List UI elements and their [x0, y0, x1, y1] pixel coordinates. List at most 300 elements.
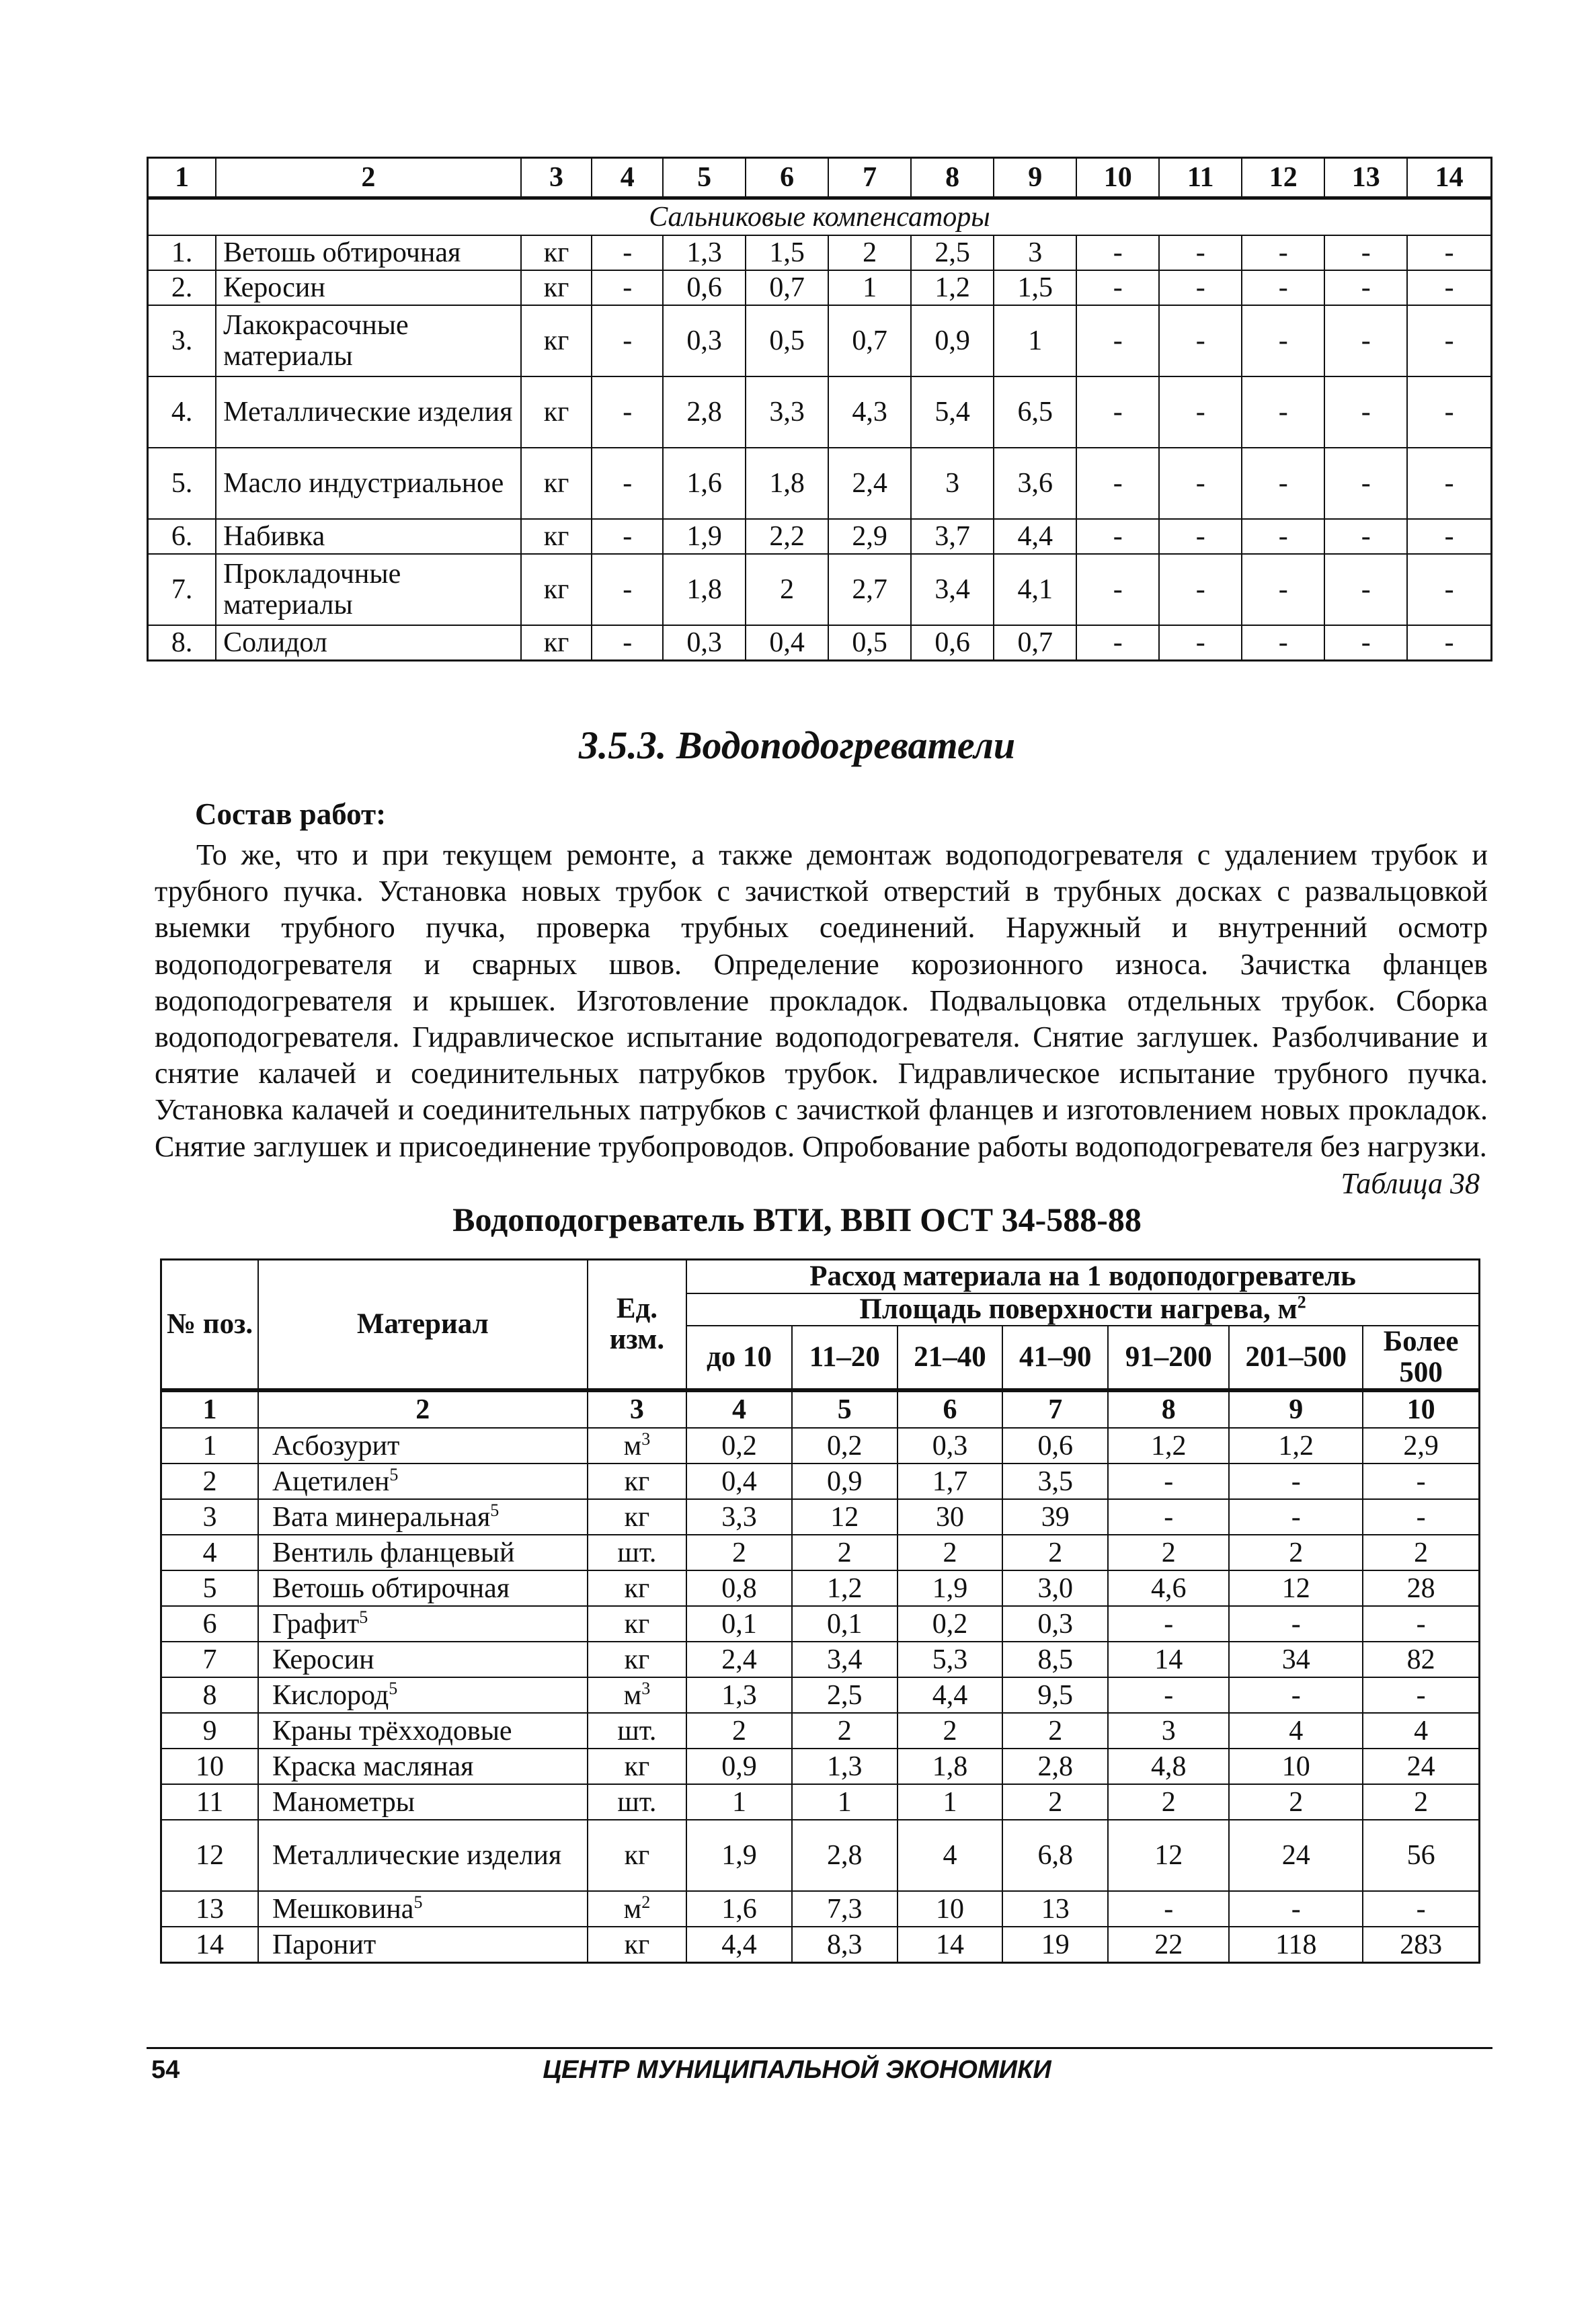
unit: шт. — [588, 1713, 687, 1749]
header-cell: 1 — [148, 158, 216, 198]
table-cell: 3 — [994, 235, 1076, 270]
table-cell: 2,4 — [828, 448, 911, 519]
table-cell: 3,7 — [911, 519, 994, 554]
table-cell: 1,2 — [911, 270, 994, 305]
table-row — [148, 554, 1492, 625]
value-cell: 10 — [1229, 1749, 1363, 1784]
table-row — [148, 448, 1492, 519]
column-number: 3 — [588, 1390, 687, 1428]
row-number: 6 — [161, 1606, 258, 1642]
material-name: Солидол — [216, 625, 520, 661]
header-area: Площадь поверхности нагрева, $м^2$ — [686, 1293, 1479, 1326]
value-cell: 10 — [898, 1891, 1003, 1927]
header-cell: 12 — [1242, 158, 1324, 198]
value-cell: 2 — [898, 1713, 1003, 1749]
table-cell: 3 — [911, 448, 994, 519]
value-cell: 2 — [1229, 1784, 1363, 1820]
table-cell: 3,3 — [746, 376, 828, 448]
column-number: 7 — [1002, 1390, 1108, 1428]
value-cell: - — [1363, 1464, 1479, 1499]
table-row — [148, 270, 1492, 305]
value-cell: 9,5 — [1002, 1677, 1108, 1713]
value-cell: 6,8 — [1002, 1820, 1108, 1891]
table-cell: - — [1242, 270, 1324, 305]
table-header-row — [148, 158, 1492, 198]
table-cell: 4,3 — [828, 376, 911, 448]
value-cell: 12 — [1108, 1820, 1229, 1891]
row-number: 9 — [161, 1713, 258, 1749]
value-cell: 2,8 — [1002, 1749, 1108, 1784]
value-cell: 28 — [1363, 1570, 1479, 1606]
value-cell: - — [1363, 1606, 1479, 1642]
table-number: Таблица 38 — [1341, 1167, 1480, 1200]
column-number: 1 — [161, 1390, 258, 1428]
table-cell: - — [1076, 235, 1159, 270]
column-number: 4 — [686, 1390, 792, 1428]
value-cell: 19 — [1002, 1927, 1108, 1963]
value-cell: 34 — [1229, 1642, 1363, 1677]
header-cell: 3 — [521, 158, 592, 198]
table-cell: - — [1407, 625, 1491, 661]
value-cell: - — [1363, 1677, 1479, 1713]
table-cell: - — [1159, 376, 1242, 448]
value-cell: 1,2 — [1108, 1428, 1229, 1464]
column-number: 8 — [1108, 1390, 1229, 1428]
table-cell: 0,7 — [994, 625, 1076, 661]
table-cell: 1,8 — [746, 448, 828, 519]
value-cell: 24 — [1229, 1820, 1363, 1891]
material-name: Паронит — [258, 1927, 588, 1963]
value-cell: 14 — [898, 1927, 1003, 1963]
unit: кг — [588, 1606, 687, 1642]
value-cell: 2 — [1363, 1784, 1479, 1820]
material-name: Ацетилен$^5$ — [258, 1464, 588, 1499]
header-unit: Ед. изм. — [588, 1260, 687, 1391]
table-cell: 0,5 — [746, 305, 828, 376]
row-number: 12 — [161, 1820, 258, 1891]
value-cell: 2,9 — [1363, 1428, 1479, 1464]
value-cell: 56 — [1363, 1820, 1479, 1891]
table-cell: - — [1407, 235, 1491, 270]
table-row — [161, 1570, 1480, 1606]
table-row — [148, 625, 1492, 661]
materials-table-water-heater — [160, 1258, 1480, 1964]
table-cell: 2,8 — [663, 376, 746, 448]
header-pos: № поз. — [161, 1260, 258, 1391]
header-range: 41–90 — [1002, 1326, 1108, 1390]
table-cell: кг — [521, 270, 592, 305]
table-cell: - — [1324, 376, 1407, 448]
table-cell: 2,7 — [828, 554, 911, 625]
value-cell: - — [1363, 1891, 1479, 1927]
value-cell: 39 — [1002, 1499, 1108, 1535]
table-row — [161, 1713, 1480, 1749]
table-cell: - — [1407, 554, 1491, 625]
table-cell: - — [1407, 448, 1491, 519]
unit: шт. — [588, 1535, 687, 1570]
value-cell: 3,5 — [1002, 1464, 1108, 1499]
value-cell: 13 — [1002, 1891, 1108, 1927]
table-row — [161, 1927, 1480, 1963]
table-cell: 4. — [148, 376, 216, 448]
header-range: 11–20 — [792, 1326, 898, 1390]
material-name: Масло индустриальное — [216, 448, 520, 519]
material-name: Ветошь обтирочная — [258, 1570, 588, 1606]
table-cell: - — [1076, 376, 1159, 448]
value-cell: 1,9 — [686, 1820, 792, 1891]
value-cell: 4,8 — [1108, 1749, 1229, 1784]
publisher-name: ЦЕНТР МУНИЦИПАЛЬНОЙ ЭКОНОМИКИ — [543, 2056, 1051, 2084]
value-cell: 1,3 — [792, 1749, 898, 1784]
material-name: Краска масляная — [258, 1749, 588, 1784]
value-cell: 82 — [1363, 1642, 1479, 1677]
table-row — [161, 1749, 1480, 1784]
value-cell: 2 — [792, 1535, 898, 1570]
material-name: Набивка — [216, 519, 520, 554]
table-cell: 2,5 — [911, 235, 994, 270]
value-cell: 2 — [686, 1535, 792, 1570]
value-cell: 4 — [1363, 1713, 1479, 1749]
value-cell: 2 — [1002, 1713, 1108, 1749]
value-cell: - — [1108, 1677, 1229, 1713]
table-cell: - — [1242, 305, 1324, 376]
value-cell: 1 — [792, 1784, 898, 1820]
table-cell: - — [1407, 519, 1491, 554]
value-cell: 12 — [1229, 1570, 1363, 1606]
row-number: 3 — [161, 1499, 258, 1535]
value-cell: 0,2 — [898, 1606, 1003, 1642]
header-range: до 10 — [686, 1326, 792, 1390]
value-cell: 8,5 — [1002, 1642, 1108, 1677]
value-cell: 3,3 — [686, 1499, 792, 1535]
row-number: 1 — [161, 1428, 258, 1464]
table-cell: - — [1407, 305, 1491, 376]
work-composition-label: Состав работ: — [195, 797, 387, 831]
table-row — [148, 305, 1492, 376]
material-name: Мешковина$^5$ — [258, 1891, 588, 1927]
table-cell: 4,4 — [994, 519, 1076, 554]
table-cell: 0,6 — [911, 625, 994, 661]
table-cell: 0,6 — [663, 270, 746, 305]
value-cell: 14 — [1108, 1642, 1229, 1677]
header-cell: 11 — [1159, 158, 1242, 198]
table-row — [161, 1464, 1480, 1499]
table-row — [161, 1642, 1480, 1677]
table-cell: 3. — [148, 305, 216, 376]
value-cell: 0,3 — [898, 1428, 1003, 1464]
header-cell: 4 — [592, 158, 663, 198]
value-cell: 4,6 — [1108, 1570, 1229, 1606]
table-cell: кг — [521, 305, 592, 376]
table-cell: 1,9 — [663, 519, 746, 554]
table-row — [148, 519, 1492, 554]
material-name: Лакокрасочные материалы — [216, 305, 520, 376]
value-cell: 2 — [898, 1535, 1003, 1570]
header-cell: 14 — [1407, 158, 1491, 198]
table-cell: 2. — [148, 270, 216, 305]
table-cell: 2,2 — [746, 519, 828, 554]
value-cell: 30 — [898, 1499, 1003, 1535]
table-row — [148, 376, 1492, 448]
value-cell: 0,2 — [686, 1428, 792, 1464]
material-name: Манометры — [258, 1784, 588, 1820]
value-cell: 0,6 — [1002, 1428, 1108, 1464]
table-cell: кг — [521, 448, 592, 519]
footer-divider — [147, 2047, 1492, 2049]
value-cell: 1,6 — [686, 1891, 792, 1927]
value-cell: - — [1108, 1891, 1229, 1927]
table-cell: - — [1076, 448, 1159, 519]
table-cell: - — [1324, 235, 1407, 270]
row-number: 14 — [161, 1927, 258, 1963]
header-material: Материал — [258, 1260, 588, 1391]
value-cell: 4,4 — [686, 1927, 792, 1963]
unit: $м^3$ — [588, 1428, 687, 1464]
unit: кг — [588, 1464, 687, 1499]
table-cell: - — [1407, 376, 1491, 448]
value-cell: 283 — [1363, 1927, 1479, 1963]
value-cell: 1,3 — [686, 1677, 792, 1713]
value-cell: 0,1 — [792, 1606, 898, 1642]
table-cell: 5. — [148, 448, 216, 519]
unit: кг — [588, 1820, 687, 1891]
material-name: Вата минеральная$^5$ — [258, 1499, 588, 1535]
value-cell: 0,1 — [686, 1606, 792, 1642]
value-cell: - — [1229, 1891, 1363, 1927]
table-cell: кг — [521, 235, 592, 270]
table-cell: кг — [521, 625, 592, 661]
value-cell: 2 — [1108, 1535, 1229, 1570]
value-cell: 2 — [792, 1713, 898, 1749]
table-cell: - — [1159, 270, 1242, 305]
table-cell: - — [1076, 270, 1159, 305]
value-cell: 2,4 — [686, 1642, 792, 1677]
table-cell: - — [1242, 448, 1324, 519]
unit: шт. — [588, 1784, 687, 1820]
table-cell: 1 — [828, 270, 911, 305]
material-name: Кислород$^5$ — [258, 1677, 588, 1713]
table-cell: - — [1324, 519, 1407, 554]
table-cell: - — [1076, 519, 1159, 554]
value-cell: 1,9 — [898, 1570, 1003, 1606]
value-cell: 2 — [686, 1713, 792, 1749]
table-cell: 3,6 — [994, 448, 1076, 519]
table-cell: 7. — [148, 554, 216, 625]
value-cell: 0,8 — [686, 1570, 792, 1606]
header-range: Более 500 — [1363, 1326, 1479, 1390]
material-name: Керосин — [258, 1642, 588, 1677]
row-number: 5 — [161, 1570, 258, 1606]
value-cell: - — [1229, 1464, 1363, 1499]
table-row — [161, 1784, 1480, 1820]
table-cell: - — [1324, 270, 1407, 305]
header-consumption: Расход материала на 1 водоподогреватель — [686, 1260, 1479, 1294]
header-cell: 10 — [1076, 158, 1159, 198]
table-row — [161, 1499, 1480, 1535]
row-number: 2 — [161, 1464, 258, 1499]
table-cell: 4,1 — [994, 554, 1076, 625]
table-cell: - — [1324, 448, 1407, 519]
unit: кг — [588, 1749, 687, 1784]
table-row — [161, 1820, 1480, 1891]
section-row — [148, 198, 1492, 236]
row-number: 10 — [161, 1749, 258, 1784]
table-cell: 1 — [994, 305, 1076, 376]
table-cell: кг — [521, 376, 592, 448]
value-cell: 0,4 — [686, 1464, 792, 1499]
value-cell: - — [1108, 1499, 1229, 1535]
table-cell: - — [1159, 554, 1242, 625]
table-cell: 6,5 — [994, 376, 1076, 448]
value-cell: 0,2 — [792, 1428, 898, 1464]
value-cell: 5,3 — [898, 1642, 1003, 1677]
table-cell: 1,5 — [994, 270, 1076, 305]
table-cell: - — [1242, 554, 1324, 625]
table-cell: - — [592, 270, 663, 305]
material-name: Краны трёхходовые — [258, 1713, 588, 1749]
value-cell: 0,9 — [792, 1464, 898, 1499]
table-cell: 0,9 — [911, 305, 994, 376]
table-cell: - — [592, 305, 663, 376]
column-number: 5 — [792, 1390, 898, 1428]
table-cell: - — [1076, 625, 1159, 661]
column-number: 9 — [1229, 1390, 1363, 1428]
value-cell: 12 — [792, 1499, 898, 1535]
value-cell: 1,2 — [1229, 1428, 1363, 1464]
table-cell: - — [1159, 448, 1242, 519]
table-cell: - — [1324, 554, 1407, 625]
table-cell: - — [592, 519, 663, 554]
table-cell: 1. — [148, 235, 216, 270]
table-cell: - — [592, 625, 663, 661]
column-numbers-row — [161, 1390, 1480, 1428]
header-cell: 2 — [216, 158, 520, 198]
table-cell: - — [1242, 376, 1324, 448]
table-cell: - — [592, 554, 663, 625]
row-number: 4 — [161, 1535, 258, 1570]
table-cell: 5,4 — [911, 376, 994, 448]
value-cell: 3,4 — [792, 1642, 898, 1677]
value-cell: 2 — [1108, 1784, 1229, 1820]
table-cell: - — [592, 448, 663, 519]
unit: $м^3$ — [588, 1677, 687, 1713]
material-name: Прокладочные материалы — [216, 554, 520, 625]
value-cell: 2 — [1229, 1535, 1363, 1570]
table-cell: - — [1159, 519, 1242, 554]
value-cell: 1 — [686, 1784, 792, 1820]
section-title: Сальниковые компенсаторы — [148, 198, 1492, 236]
table-cell: 1,6 — [663, 448, 746, 519]
table-cell: - — [1159, 625, 1242, 661]
value-cell: 8,3 — [792, 1927, 898, 1963]
header-cell: 5 — [663, 158, 746, 198]
value-cell: 22 — [1108, 1927, 1229, 1963]
value-cell: 0,9 — [686, 1749, 792, 1784]
value-cell: 1 — [898, 1784, 1003, 1820]
row-number: 11 — [161, 1784, 258, 1820]
materials-table-compensators — [147, 157, 1492, 662]
material-name: Металлические изделия — [258, 1820, 588, 1891]
value-cell: 3 — [1108, 1713, 1229, 1749]
table-cell: 1,5 — [746, 235, 828, 270]
table-cell: 0,3 — [663, 625, 746, 661]
table-cell: - — [1076, 554, 1159, 625]
table-cell: 6. — [148, 519, 216, 554]
work-composition-text: То же, что и при текущем ремонте, а также демонтаж водоподогревателя с удалением трубок и трубного пучка. Установка новых трубок с зачисткой отверстий в трубных досках с развальцовкой выемки трубного пучка, проверка трубных соединений. Наружный и внутренний осмотр водоподогревателя и сварных швов. Определение корозионного износа. Зачистка фланцев водоподогревателя и крышек. Изготовление прокладок. Подвальцовка отдельных трубок. Сборка водоподогревателя. Гидравлическое испытание водоподогревателя. Снятие заглушек. Разболчивание и снятие калачей и соединительных патрубков трубок. Гидравлическое испытание трубного пучка. Установка калачей и соединительных патрубков с зачисткой фланцев и изготовлением новых прокладок. Снятие заглушек и присоединение трубопроводов. Опробование работы водоподогревателя без нагрузки. — [155, 838, 1488, 1163]
value-cell: 3,0 — [1002, 1570, 1108, 1606]
table-cell: - — [1242, 519, 1324, 554]
table-cell: - — [1159, 305, 1242, 376]
header-cell: 8 — [911, 158, 994, 198]
header-cell: 7 — [828, 158, 911, 198]
table-cell: 0,5 — [828, 625, 911, 661]
table-row — [148, 235, 1492, 270]
unit: кг — [588, 1499, 687, 1535]
table-header-row — [161, 1260, 1480, 1294]
value-cell: 2 — [1363, 1535, 1479, 1570]
column-number: 6 — [898, 1390, 1003, 1428]
header-range: 201–500 — [1229, 1326, 1363, 1390]
table-cell: - — [592, 235, 663, 270]
unit: $м^2$ — [588, 1891, 687, 1927]
unit: кг — [588, 1642, 687, 1677]
unit: кг — [588, 1927, 687, 1963]
row-number: 13 — [161, 1891, 258, 1927]
table-cell: - — [1324, 625, 1407, 661]
section-heading: 3.5.3. Водоподогреватели — [578, 723, 1016, 767]
header-cell: 9 — [994, 158, 1076, 198]
table-title: Водоподогреватель ВТИ, ВВП ОСТ 34-588-88 — [452, 1201, 1142, 1238]
row-number: 7 — [161, 1642, 258, 1677]
column-number: 2 — [258, 1390, 588, 1428]
column-number: 10 — [1363, 1390, 1479, 1428]
value-cell: - — [1363, 1499, 1479, 1535]
table-cell: 0,7 — [828, 305, 911, 376]
value-cell: - — [1229, 1677, 1363, 1713]
table-cell: 3,4 — [911, 554, 994, 625]
value-cell: 1,7 — [898, 1464, 1003, 1499]
value-cell: 2,5 — [792, 1677, 898, 1713]
table-row — [161, 1677, 1480, 1713]
table-cell: - — [1159, 235, 1242, 270]
value-cell: 2,8 — [792, 1820, 898, 1891]
value-cell: - — [1108, 1606, 1229, 1642]
value-cell: 4,4 — [898, 1677, 1003, 1713]
header-range: 91–200 — [1108, 1326, 1229, 1390]
table-cell: 8. — [148, 625, 216, 661]
table-cell: 1,3 — [663, 235, 746, 270]
table-cell: 1,8 — [663, 554, 746, 625]
material-name: Металлические изделия — [216, 376, 520, 448]
table-row — [161, 1606, 1480, 1642]
material-name: Ветошь обтирочная — [216, 235, 520, 270]
value-cell: 7,3 — [792, 1891, 898, 1927]
header-cell: 6 — [746, 158, 828, 198]
value-cell: 24 — [1363, 1749, 1479, 1784]
value-cell: 1,2 — [792, 1570, 898, 1606]
table-cell: - — [1076, 305, 1159, 376]
table-cell: 2 — [746, 554, 828, 625]
table-cell: 2,9 — [828, 519, 911, 554]
value-cell: - — [1229, 1499, 1363, 1535]
table-row — [161, 1535, 1480, 1570]
table-cell: - — [1407, 270, 1491, 305]
material-name: Керосин — [216, 270, 520, 305]
table-cell: - — [1242, 235, 1324, 270]
table-cell: 0,3 — [663, 305, 746, 376]
value-cell: 118 — [1229, 1927, 1363, 1963]
table-row — [161, 1891, 1480, 1927]
